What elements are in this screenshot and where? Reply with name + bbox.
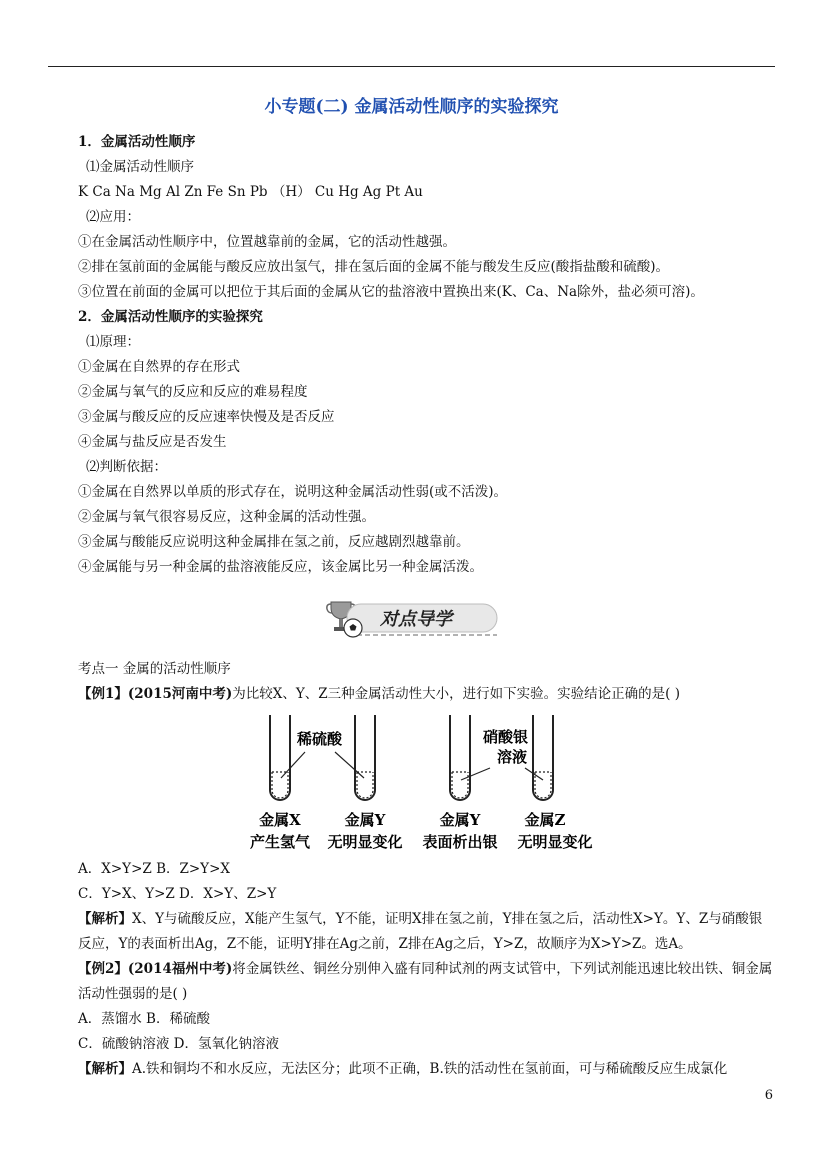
- section2-sub1: ⑴原理：: [86, 334, 140, 350]
- reagent-dilute-sulfuric-acid: 稀硫酸: [297, 730, 343, 748]
- principle-4: ④金属与盐反应是否发生: [78, 434, 227, 450]
- principle-3: ③金属与酸反应的反应速率快慢及是否反应: [78, 409, 335, 425]
- theory-section: [78, 130, 778, 580]
- example-1-options-cd: C．Y>X、Y>Z D．X>Y、Z>Y: [78, 886, 277, 902]
- tube-1-metal: 金属X: [259, 811, 301, 829]
- example-1-source: (2015河南中考): [127, 686, 233, 702]
- application-3: ③位置在前面的金属可以把位于其后面的金属从它的盐溶液中置换出来(K、Ca、Na除外，盐必须可溶)。: [78, 284, 704, 300]
- figure-spacer: [50, 707, 775, 857]
- example-1-options-ab: A．X>Y>Z B．Z>Y>X: [78, 861, 231, 877]
- section1-heading: 1．金属活动性顺序: [78, 134, 196, 150]
- basis-2: ②金属与氧气很容易反应，这种金属的活动性强。: [78, 509, 375, 525]
- example-1-question: [50, 682, 775, 707]
- example-2-question: [50, 957, 775, 1007]
- guided-learning-banner: [325, 594, 505, 644]
- soccer-ball-icon: [344, 619, 362, 637]
- tube-3-result: 表面析出银: [422, 833, 498, 851]
- example-2-text: 将金属铁丝、铜丝分别伸入盛有同种试剂的两支试管中，下列试剂能迅速比较出铁、铜金属活动性强弱的是( ): [78, 961, 773, 1002]
- basis-1: ①金属在自然界以单质的形式存在，说明这种金属活动性弱(或不活泼)。: [78, 484, 508, 500]
- section2-heading: 2．金属活动性顺序的实验探究: [78, 309, 263, 325]
- example-1-label: 【例1】: [78, 686, 128, 702]
- example-2-analysis-text: A.铁和铜均不和水反应，无法区分；此项不正确，B.铁的活动性在氢前面，可与稀硫酸反应生成氯化: [132, 1061, 728, 1077]
- example-1-text: 为比较X、Y、Z三种金属活动性大小，进行如下实验。实验结论正确的是( ): [232, 686, 680, 702]
- section1-sub1: ⑴金属活动性顺序: [86, 159, 194, 175]
- application-1: ①在金属活动性顺序中，位置越靠前的金属，它的活动性越强。: [78, 234, 456, 250]
- activity-order: K Ca Na Mg Al Zn Fe Sn Pb （H） Cu Hg Ag Pt Au: [78, 184, 423, 200]
- key-point-heading: 考点一 金属的活动性顺序: [78, 661, 231, 677]
- example-1-analysis: [50, 907, 775, 957]
- example-2-options-ab: A．蒸馏水 B．稀硫酸: [78, 1011, 210, 1027]
- example-2-analysis: [50, 1057, 775, 1082]
- tube-1-result: 产生氢气: [249, 833, 311, 851]
- tube-4-result: 无明显变化: [517, 833, 593, 851]
- section2-sub2: ⑵判断依据：: [86, 459, 167, 475]
- reagent-silver-nitrate: 硝酸银: [483, 728, 529, 746]
- banner-text: 对点导学: [380, 609, 452, 630]
- examples-section: [50, 682, 775, 1082]
- example-2-options-cd: C．硫酸钠溶液 D．氢氧化钠溶液: [78, 1036, 279, 1052]
- basis-4: ④金属能与另一种金属的盐溶液能反应，该金属比另一种金属活泼。: [78, 559, 483, 575]
- example-1-analysis-text: X、Y与硫酸反应，X能产生氢气，Y不能，证明X排在氢之前，Y排在氢之后，活动性X>Y。Y、Z与硝酸银反应，Y的表面析出Ag，Z不能，证明Y排在Ag之前，Z排在Ag之后，Y>Z，故顺序为X>Y>Z。选A。: [78, 911, 763, 952]
- tube-3-metal: 金属Y: [439, 811, 481, 829]
- reagent-solution: 溶液: [497, 748, 528, 766]
- section1-sub2: ⑵应用：: [86, 209, 140, 225]
- header-rule: [48, 66, 775, 67]
- example-1-analysis-label: 【解析】: [78, 911, 132, 927]
- principle-1: ①金属在自然界的存在形式: [78, 359, 240, 375]
- example-2-analysis-label: 【解析】: [78, 1061, 132, 1077]
- page-number: 6: [764, 1088, 773, 1103]
- example-2-label: 【例2】: [78, 961, 128, 977]
- tube-4-metal: 金属Z: [524, 811, 566, 829]
- basis-3: ③金属与酸能反应说明这种金属排在氢之前，反应越剧烈越靠前。: [78, 534, 470, 550]
- example-2-source: (2014福州中考): [127, 961, 233, 977]
- principle-2: ②金属与氧气的反应和反应的难易程度: [78, 384, 308, 400]
- tube-2-metal: 金属Y: [344, 811, 386, 829]
- tube-2-result: 无明显变化: [327, 833, 403, 851]
- application-2: ②排在氢前面的金属能与酸反应放出氢气，排在氢后面的金属不能与酸发生反应(酸指盐酸和硫酸)。: [78, 259, 670, 275]
- page-title: 小专题(二) 金属活动性顺序的实验探究: [264, 97, 559, 117]
